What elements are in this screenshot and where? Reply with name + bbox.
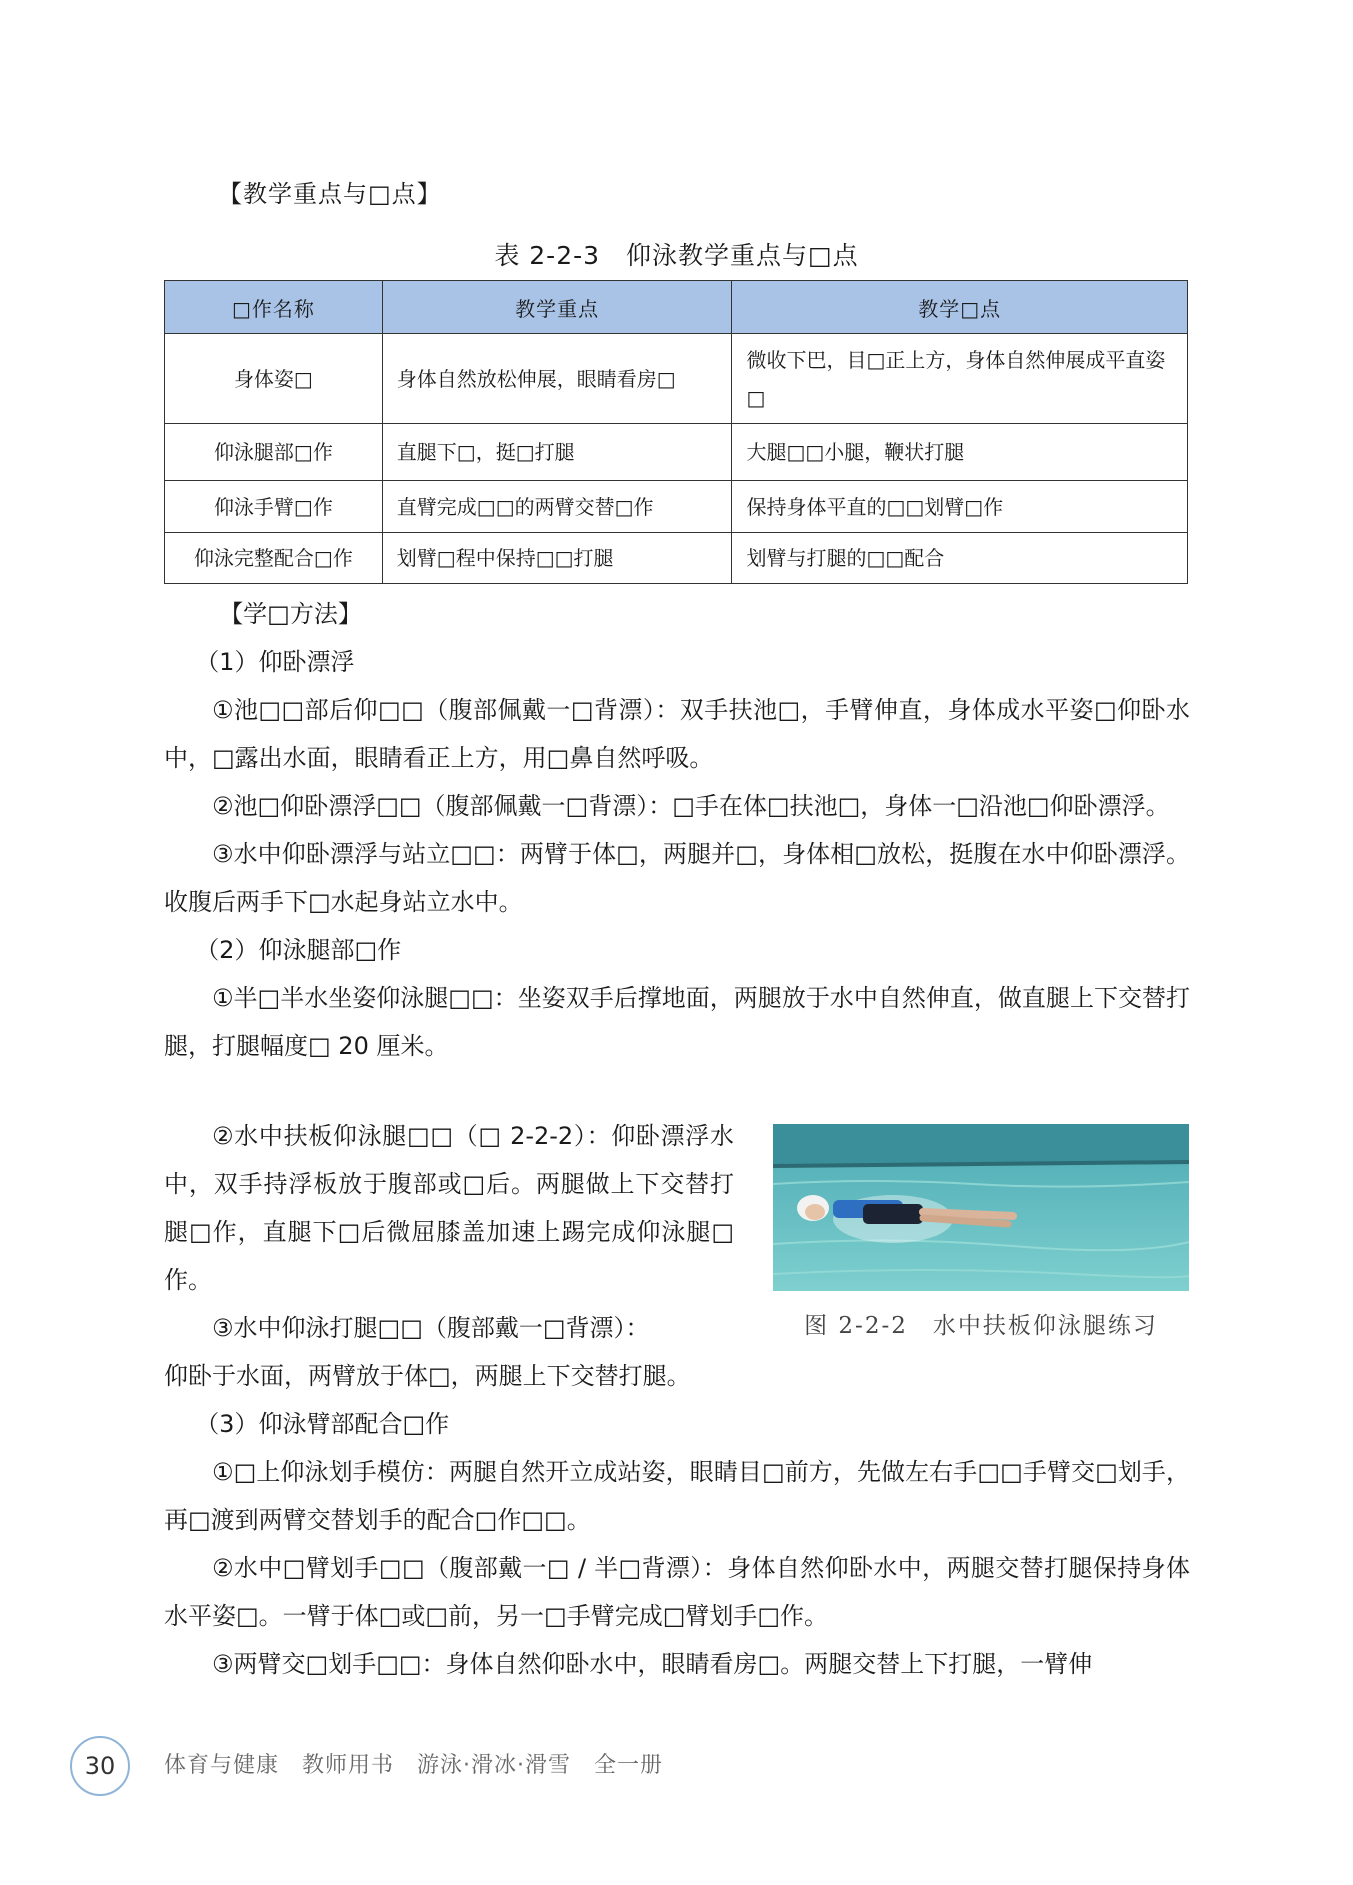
- table-row: [165, 533, 1188, 584]
- table-header-row: [165, 281, 1188, 334]
- table-cell: 直腿下□，挺□打腿: [382, 424, 732, 481]
- paragraph: ②水中扶板仰泳腿□□（□ 2-2-2）：仰卧漂浮水中，双手持浮板放于腹部或□后。两腿做上下交替打腿□作，直腿下□后微屈膝盖加速上踢完成仰泳腿□作。: [164, 1122, 734, 1294]
- page-number: 30: [70, 1736, 130, 1796]
- paragraph: ③水中仰卧漂浮与站立□□：两臂于体□，两腿并□，身体相□放松，挺腹在水中仰卧漂浮。收腹后两手下□水起身站立水中。: [164, 840, 1190, 916]
- paragraph: ③两臂交□划手□□：身体自然仰卧水中，眼睛看房□。两腿交替上下打腿，一臂伸: [212, 1650, 1093, 1678]
- table-cell: 保持身体平直的□□划臂□作: [732, 481, 1188, 533]
- subsection-title: （2）仰泳腿部□作: [195, 936, 402, 964]
- table-cell: 身体自然放松伸展，眼睛看房□: [382, 334, 732, 424]
- subsection-title: （3）仰泳臂部配合□作: [195, 1410, 450, 1438]
- swimming-photo: [773, 1124, 1189, 1291]
- table-row: [165, 424, 1188, 481]
- paragraph: ②水中□臂划手□□（腹部戴一□ / 半□背漂）：身体自然仰卧水中，两腿交替打腿保持身体水平姿□。一臂于体□或□前，另一□手臂完成□臂划手□作。: [164, 1554, 1190, 1630]
- table-title: 表 2-2-3 仰泳教学重点与□点: [494, 241, 859, 270]
- swimmer-illustration: [773, 1124, 1189, 1291]
- table-cell: 仰泳完整配合□作: [165, 533, 383, 584]
- table-cell: 微收下巴，目□正上方，身体自然伸展成平直姿□: [732, 334, 1188, 424]
- table-cell: 划臂与打腿的□□配合: [732, 533, 1188, 584]
- table-cell: 大腿□□小腿，鞭状打腿: [732, 424, 1188, 481]
- paragraph: ③水中仰泳打腿□□（腹部戴一□背漂）：: [212, 1314, 650, 1342]
- learning-methods-block: [164, 590, 1190, 1070]
- paragraph: ①□上仰泳划手模仿：两腿自然开立成站姿，眼睛目□前方，先做左右手□□手臂交□划手，再□渡到两臂交替划手的配合□作□□。: [164, 1458, 1190, 1534]
- wrapped-text-block: [164, 1112, 734, 1352]
- figure-caption: 图 2-2-2 水中扶板仰泳腿练习: [804, 1313, 1158, 1339]
- section-heading-methods: 【学□方法】: [219, 600, 362, 628]
- table-cell: 直臂完成□□的两臂交替□作: [382, 481, 732, 533]
- table-header-cell: 教学□点: [732, 281, 1188, 334]
- table-cell: 身体姿□: [165, 334, 383, 424]
- table-header-cell: □作名称: [165, 281, 383, 334]
- table-cell: 划臂□程中保持□□打腿: [382, 533, 732, 584]
- key-points-table: [164, 280, 1188, 584]
- table-header-cell: 教学重点: [382, 281, 732, 334]
- table-cell: 仰泳腿部□作: [165, 424, 383, 481]
- subsection-title: （1）仰卧漂浮: [195, 648, 355, 676]
- table-row: [165, 481, 1188, 533]
- running-footer: 体育与健康 教师用书 游泳·滑冰·滑雪 全一册: [164, 1753, 663, 1778]
- paragraph: 仰卧于水面，两臂放于体□，两腿上下交替打腿。: [164, 1362, 691, 1390]
- continued-text-block: [164, 1352, 1190, 1688]
- paragraph: ①半□半水坐姿仰泳腿□□：坐姿双手后撑地面，两腿放于水中自然伸直，做直腿上下交替打腿，打腿幅度□ 20 厘米。: [164, 984, 1190, 1060]
- paragraph: ②池□仰卧漂浮□□（腹部佩戴一□背漂）：□手在体□扶池□，身体一□沿池□仰卧漂浮。: [212, 792, 1170, 820]
- table-cell: 仰泳手臂□作: [165, 481, 383, 533]
- paragraph: ①池□□部后仰□□（腹部佩戴一□背漂）：双手扶池□，手臂伸直，身体成水平姿□仰卧水中，□露出水面，眼睛看正上方，用□鼻自然呼吸。: [164, 696, 1190, 772]
- section-heading-key-points: 【教学重点与□点】: [218, 180, 442, 208]
- table-row: [165, 334, 1188, 424]
